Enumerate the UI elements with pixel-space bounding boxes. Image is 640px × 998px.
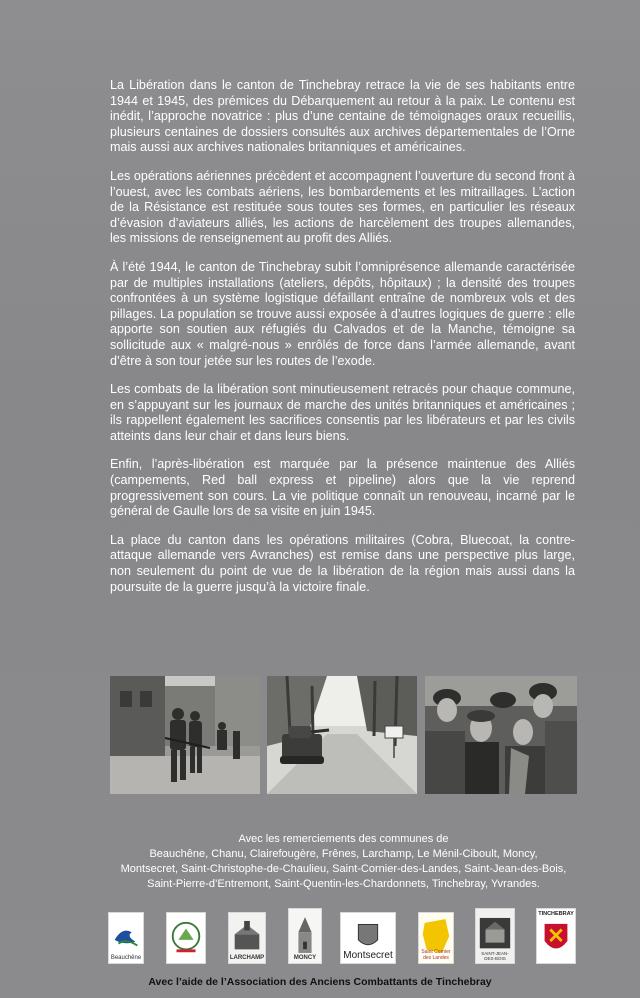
paragraph-after-liberation: Enfin, l’après-libération est marquée par la présence maintenue des Alliés (campements, Red ball express et pipeline) alors que la vie reprend progressivement son cours. La vie politique connaît un renouveau, incarné par le général de Gaulle lors de sa visite en juin 1945. bbox=[110, 457, 575, 519]
logo-larchamp bbox=[228, 912, 266, 964]
photo-soldiers-civilian bbox=[425, 676, 577, 794]
summary-text bbox=[110, 78, 575, 608]
logo-tinchebray-label: TINCHEBRAY bbox=[538, 911, 574, 917]
logo-montsecret-label: Montsecret bbox=[343, 950, 393, 961]
acknowledgements-line-2: Beauchêne, Chanu, Clairefougère, Frênes, Larchamp, Le Ménil-Ciboult, Moncy, bbox=[149, 848, 538, 860]
logo-moncy-label: MONCY bbox=[293, 955, 317, 961]
acknowledgements bbox=[110, 832, 577, 892]
logo-saint-jean-label: SAINT-JEAN-DES-BOIS bbox=[481, 951, 509, 961]
tower-icon bbox=[289, 914, 321, 958]
acknowledgements-line-1: Avec les remerciements des communes de bbox=[238, 833, 449, 845]
photo-tank-road bbox=[267, 676, 417, 794]
logo-tinchebray bbox=[536, 908, 576, 964]
photo-strip bbox=[110, 676, 577, 794]
logo-saint-cornier-label: Saint Cornier des Landes bbox=[421, 949, 451, 961]
emblem-icon bbox=[167, 916, 205, 960]
logo-beauchene-label: Beauchêne bbox=[110, 955, 142, 961]
footer-association: Avec l’aide de l’Association des Anciens Combattants de Tinchebray bbox=[148, 976, 492, 988]
logo-saint-jean bbox=[475, 908, 515, 964]
logo-larchamp-label: LARCHAMP bbox=[229, 955, 265, 961]
paragraph-military-operations: La place du canton dans les opérations militaires (Cobra, Bluecoat, la contre-attaque allemande vers Avranches) est remise dans une perspective plus large, non seulement du point de vue de la libération de la région mais aussi dans la poursuite de la guerre jusqu’à la victoire finale. bbox=[110, 532, 575, 594]
logo-chanu bbox=[166, 912, 206, 964]
paragraph-air-operations: Les opérations aériennes précèdent et accompagnent l’ouverture du second front à l’ouest, avec les combats aériens, les bombardements et les mitraillages. L’action de la Résistance est restituée sous toutes ses formes, en particulier les réseaux d’évasion d’aviateurs alliés, les actions de harcèlement des troupes allemandes, les missions de renseignement au profit des Alliés. bbox=[110, 168, 575, 246]
paragraph-liberation-combats: Les combats de la libération sont minutieusement retracés pour chaque commune, en s’appuyant sur les journaux de marche des unités britanniques et américaines ; ils rappellent également les sacrifices consentis par les libérateurs et par les civils atteints dans leur chair et dans leurs biens. bbox=[110, 382, 575, 443]
photo-soldiers-street bbox=[110, 676, 260, 794]
commune-logos bbox=[108, 912, 578, 972]
logo-beauchene bbox=[108, 912, 144, 964]
church-icon bbox=[229, 918, 265, 958]
tinchebray-shield-icon bbox=[537, 917, 575, 963]
logo-moncy bbox=[288, 908, 322, 964]
logo-montsecret bbox=[340, 912, 396, 964]
logo-saint-cornier bbox=[418, 912, 454, 964]
acknowledgements-line-4: Saint-Pierre-d’Entremont, Saint-Quentin-les-Chardonnets, Tinchebray, Yvrandes. bbox=[147, 878, 540, 890]
paragraph-intro: La Libération dans le canton de Tinchebray retrace la vie de ses habitants entre 1944 et 1945, des prémices du Débarquement au retour à la paix. Le contenu est inédit, l’approche novatrice : plus d’une centaine de témoignages oraux recueillis, plusieurs centaines de dossiers consultés aux archives départementales de l’Orne mais aussi aux archives nationales britanniques et américaines. bbox=[110, 78, 575, 155]
paragraph-summer-1944: À l’été 1944, le canton de Tinchebray subit l’omniprésence allemande caractérisée par de multiples installations (ateliers, dépôts, hôpitaux) ; la densité des troupes confrontées à un système logistique défaillant entraîne de nombreux vols et des pillages. La population se trouve aussi exposée à d’autres logiques de guerre : elle apporte son soutien aux réfugiés du Calvados et de la Manche, témoigne sa sollicitude aux « malgré-nous » enrôlés de force dans l’armée allemande, avant d’être à son tour jetée sur les routes de l’exode. bbox=[110, 259, 575, 368]
acknowledgements-line-3: Montsecret, Saint-Christophe-de-Chaulieu, Saint-Cornier-des-Landes, Saint-Jean-des-Bois, bbox=[120, 863, 567, 875]
bird-icon bbox=[109, 918, 143, 958]
